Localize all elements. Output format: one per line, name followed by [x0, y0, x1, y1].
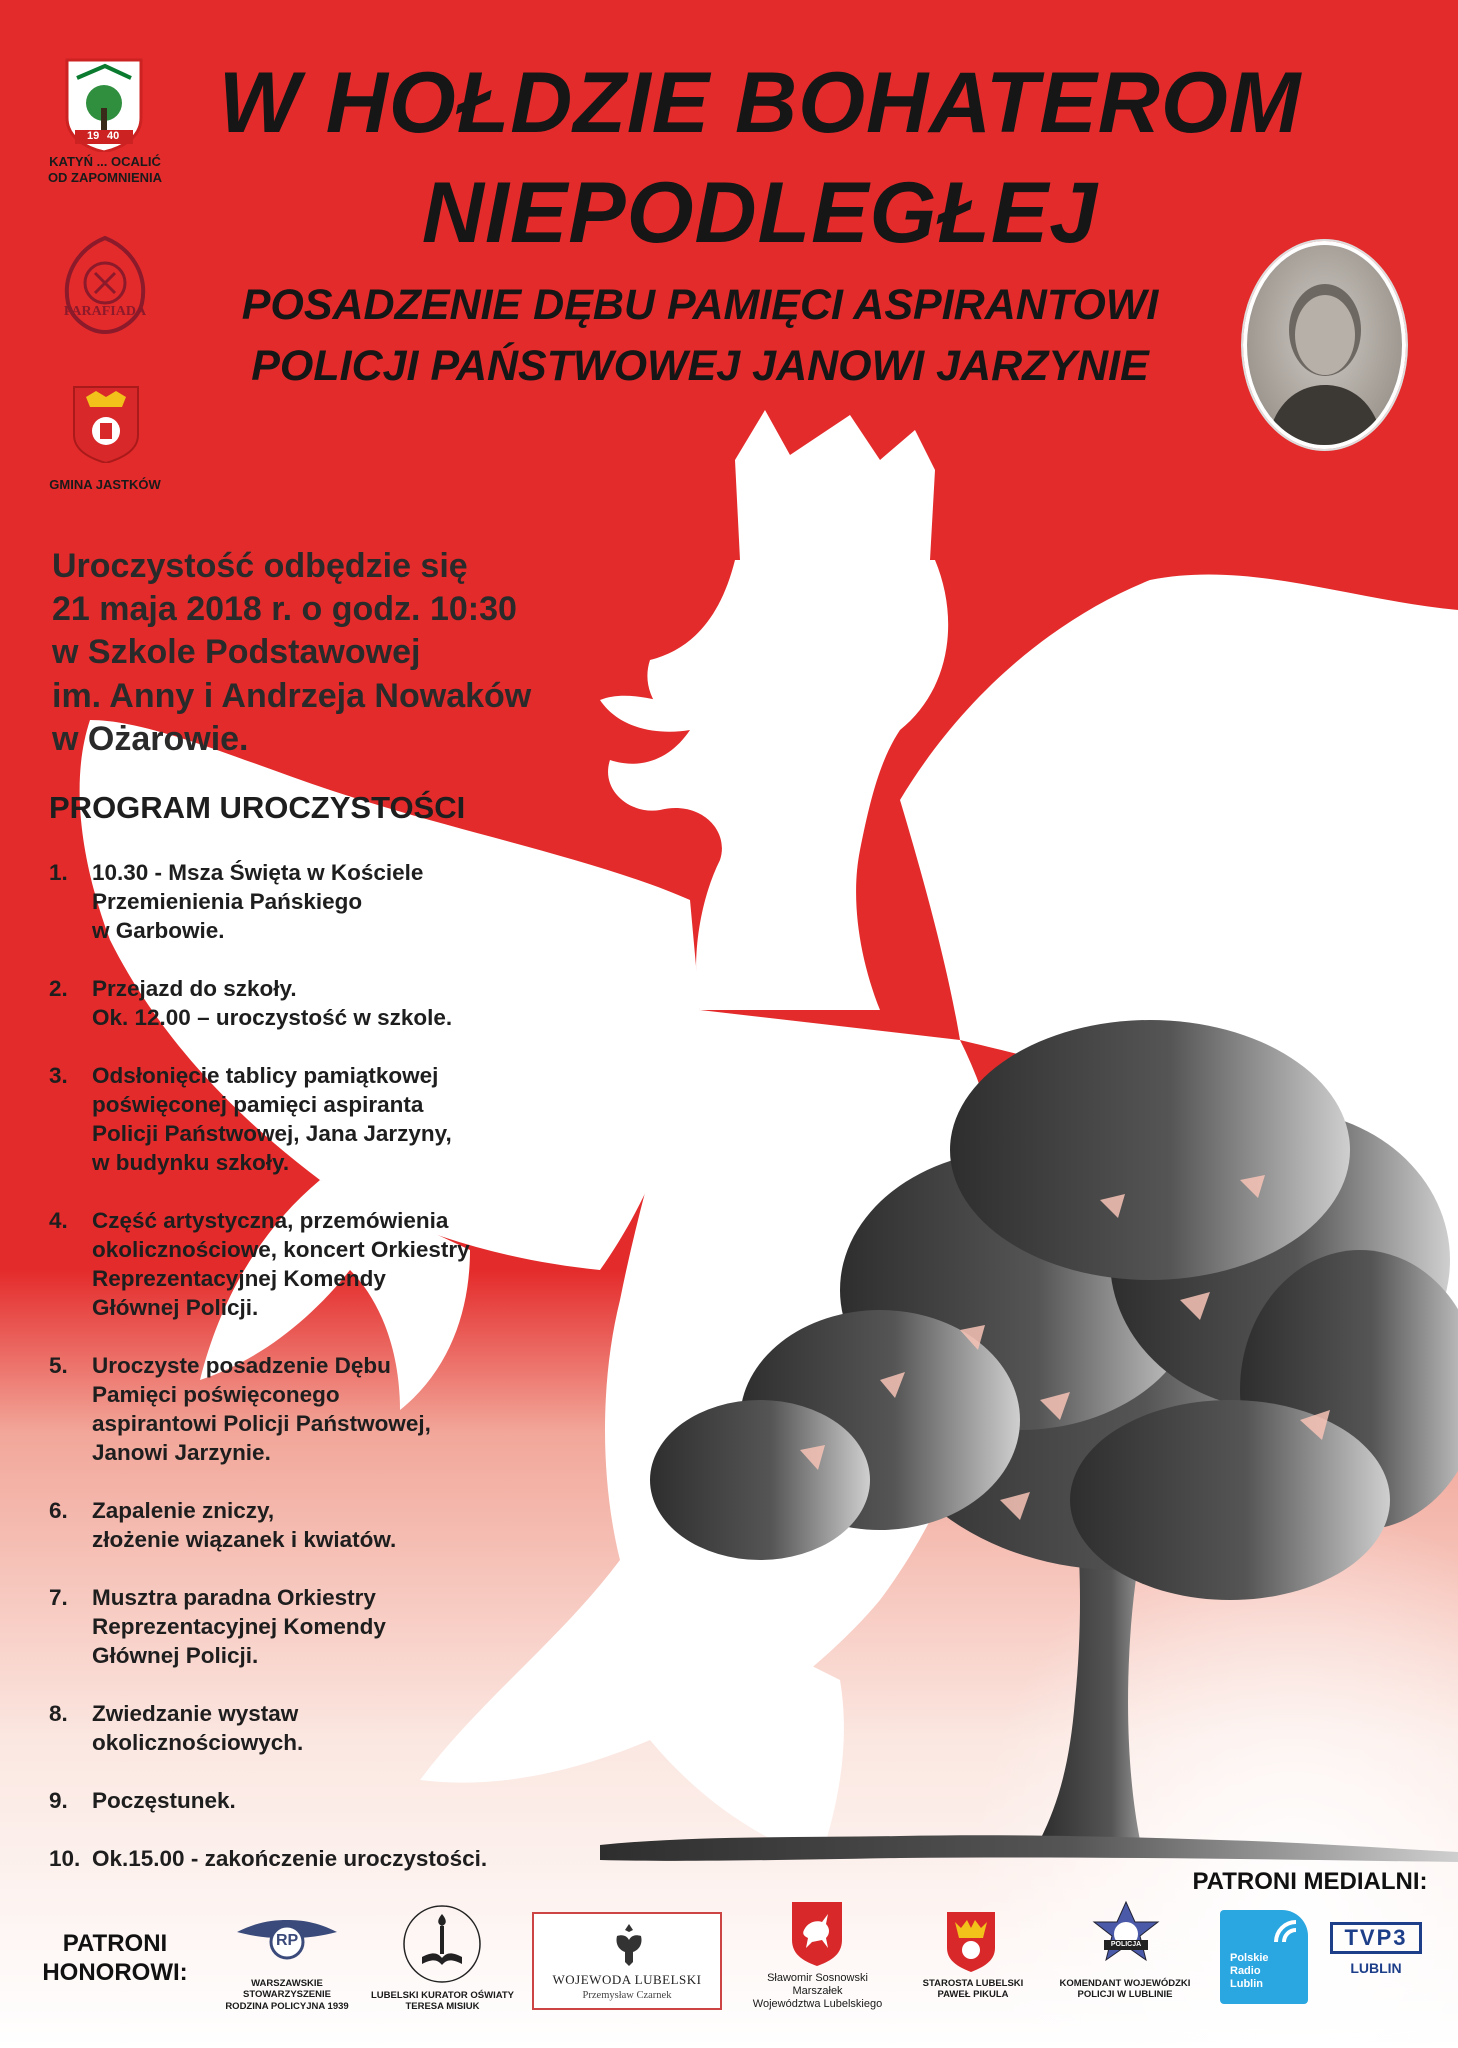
- program-item-text: Musztra paradna Orkiestry Reprezentacyjnej Komendy Głównej Policji.: [92, 1585, 386, 1668]
- program-item-number: 2.: [49, 976, 68, 1001]
- program-item: [49, 1351, 569, 1467]
- program-item: [49, 1496, 569, 1554]
- program-item-text: Uroczyste posadzenie Dębu Pamięci poświęconego aspirantowi Policji Państwowej, Janowi Jarzynie.: [92, 1353, 431, 1465]
- gmina-caption: GMINA JASTKÓW: [49, 477, 161, 492]
- event-line-5: w Ożarowie.: [52, 719, 249, 758]
- program-item-text: Poczęstunek.: [92, 1788, 236, 1813]
- kuratorium-logo: [392, 1902, 492, 1984]
- wojewoda-title: WOJEWODA LUBELSKI: [552, 1972, 702, 1987]
- warszawskie-caption: WARSZAWSKIE STOWARZYSZENIE RODZINA POLICYJNA 1939: [225, 1978, 349, 2012]
- tvp3-caption: LUBLIN: [1350, 1960, 1402, 1976]
- portrait-photo: [1243, 241, 1406, 449]
- program-item: [49, 1844, 569, 1873]
- tvp3-logo: [1330, 1922, 1422, 1984]
- katyn-caption: KATYŃ ... OCALIĆ OD ZAPOMNIENIA: [47, 154, 163, 185]
- program-item: [49, 974, 569, 1032]
- wojewoda-box: [532, 1912, 722, 2010]
- program-item-number: 6.: [49, 1498, 68, 1523]
- komendant-logo: [1090, 1900, 1162, 1972]
- program-item-text: Przejazd do szkoły. Ok. 12.00 – uroczystość w szkole.: [92, 976, 453, 1030]
- program-item-number: 9.: [49, 1788, 68, 1813]
- program-item: [49, 1583, 569, 1670]
- katyn-year-right: 40: [107, 130, 120, 142]
- gmina-logo: [70, 383, 142, 463]
- komendant-caption: KOMENDANT WOJEWÓDZKI POLICJI W LUBLINIE: [1059, 1978, 1191, 2001]
- marszalek-logo: [790, 1900, 844, 1966]
- radio-wave-icon: [1266, 1912, 1306, 1952]
- polskie-radio-caption: Polskie Radio Lublin: [1230, 1952, 1269, 1991]
- polskie-radio-logo: [1220, 1910, 1308, 2004]
- program-item-number: 7.: [49, 1585, 68, 1610]
- wojewoda-name: Przemysław Czarnek: [582, 1990, 672, 2001]
- subtitle-line-2: POLICJI PAŃSTWOWEJ JANOWI JARZYNIE: [251, 342, 1149, 390]
- kuratorium-caption: LUBELSKI KURATOR OŚWIATY TERESA MISIUK: [370, 1990, 515, 2013]
- event-info: [52, 545, 531, 761]
- starosta-caption: STAROSTA LUBELSKI PAWEŁ PIKULA: [922, 1978, 1024, 2001]
- tvp3-mark: TVP3: [1330, 1922, 1422, 1954]
- title-line-1: W HOŁDZIE BOHATEROM: [218, 55, 1302, 151]
- program-item-number: 10.: [49, 1846, 81, 1871]
- warszawskie-mark: RP: [276, 1932, 299, 1949]
- program-item-text: Część artystyczna, przemówienia okolicznościowe, koncert Orkiestry Reprezentacyjnej Komendy Głównej Policji.: [92, 1208, 470, 1320]
- program-item-number: 3.: [49, 1063, 68, 1088]
- program-item: [49, 1061, 569, 1177]
- katyn-logo: [65, 58, 143, 152]
- media-patrons-heading: PATRONI MEDIALNI:: [1192, 1868, 1428, 1895]
- program-title: PROGRAM UROCZYSTOŚCI: [49, 790, 466, 825]
- katyn-year-left: 19: [87, 130, 100, 142]
- portrait-silhouette-icon: [1247, 245, 1402, 445]
- starosta-logo: [945, 1910, 997, 1972]
- warszawskie-logo: [232, 1912, 342, 1972]
- program-item-number: 8.: [49, 1701, 68, 1726]
- marszalek-caption: Sławomir Sosnowski Marszałek Województwa Lubelskiego: [752, 1972, 883, 2011]
- event-line-3: w Szkole Podstawowej: [52, 633, 421, 672]
- program-item-number: 4.: [49, 1208, 68, 1233]
- parafiada-caption: PARAFIADA: [63, 304, 147, 319]
- title-line-2: NIEPODLEGŁEJ: [421, 165, 1099, 261]
- program-list: [49, 858, 569, 1873]
- honorary-patrons-heading: PATRONI HONOROWI:: [42, 1930, 188, 1986]
- komendant-mark: POLICJA: [1110, 1941, 1142, 1948]
- program-item-text: 10.30 - Msza Święta w Kościele Przemienienia Pańskiego w Garbowie.: [92, 860, 424, 943]
- program-item-text: Zwiedzanie wystaw okolicznościowych.: [92, 1701, 304, 1755]
- event-line-4: im. Anny i Andrzeja Nowaków: [52, 676, 532, 715]
- program-item: [49, 1699, 569, 1757]
- program-item-text: Ok.15.00 - zakończenie uroczystości.: [92, 1846, 488, 1871]
- white-eagle-icon: [609, 1922, 649, 1966]
- program-item-number: 5.: [49, 1353, 68, 1378]
- program-item: [49, 858, 569, 945]
- program-item: [49, 1206, 569, 1322]
- event-line-1: Uroczystość odbędzie się: [52, 547, 468, 585]
- event-line-2: 21 maja 2018 r. o godz. 10:30: [52, 590, 517, 629]
- program-item-number: 1.: [49, 860, 68, 885]
- program-item: [49, 1786, 569, 1815]
- program-item-text: Zapalenie zniczy, złożenie wiązanek i kwiatów.: [92, 1498, 397, 1552]
- subtitle-line-1: POSADZENIE DĘBU PAMIĘCI ASPIRANTOWI: [241, 281, 1159, 329]
- program-item-text: Odsłonięcie tablicy pamiątkowej poświęconej pamięci aspiranta Policji Państwowej, Jana Jarzyny, w budynku szkoły.: [92, 1063, 452, 1175]
